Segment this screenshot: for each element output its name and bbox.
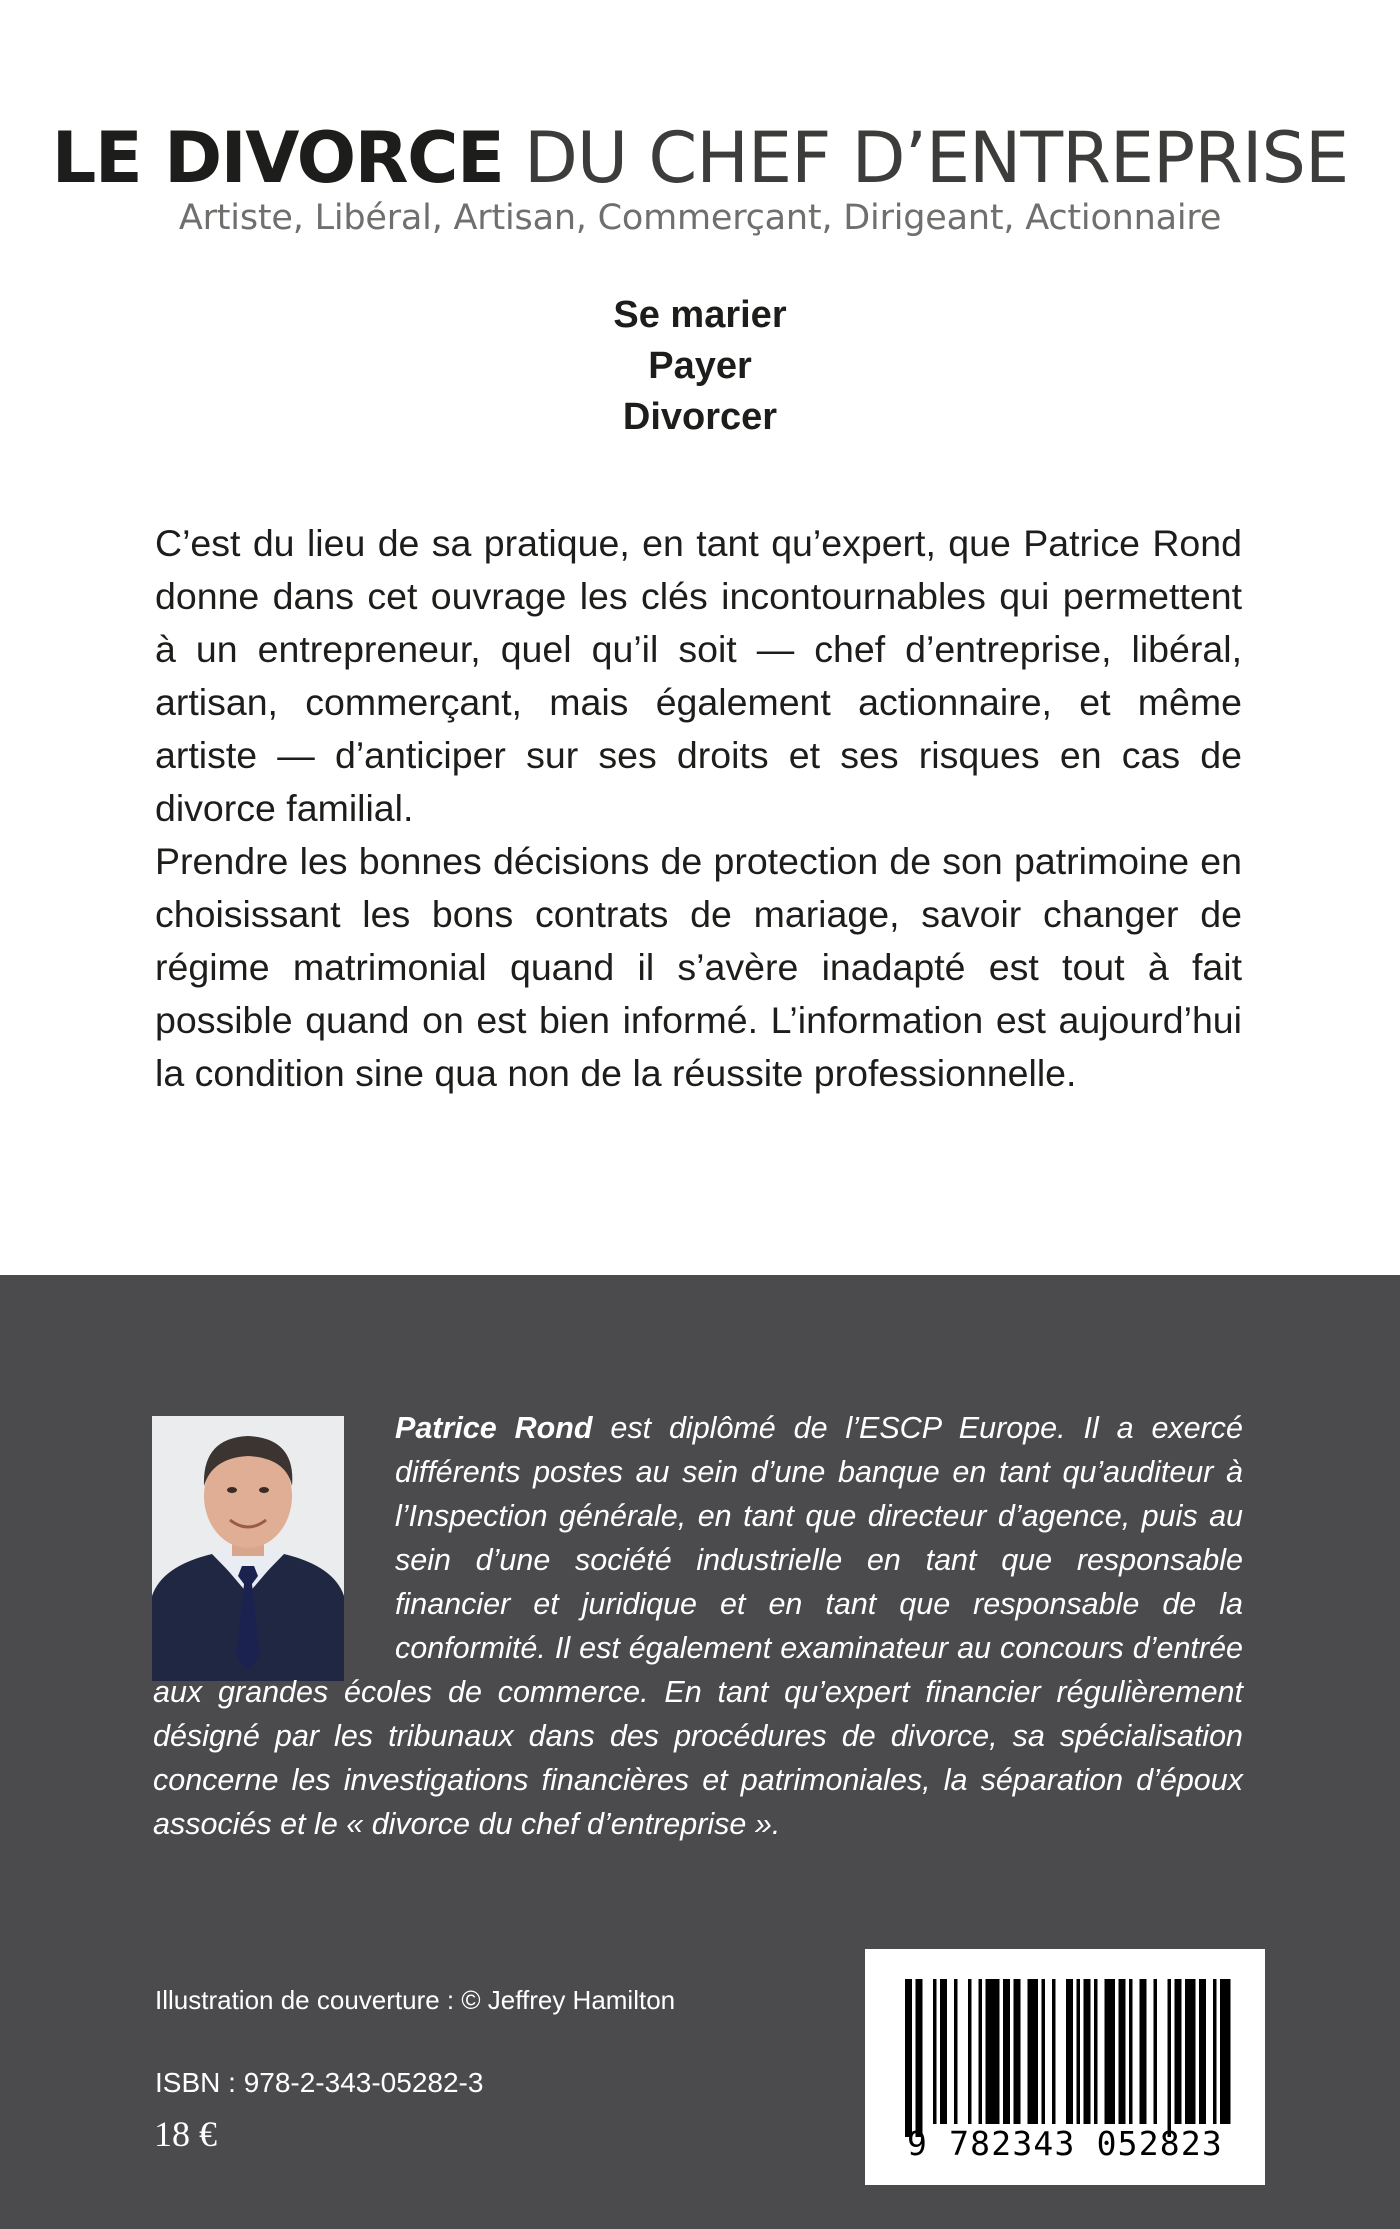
barcode-bar bbox=[979, 1979, 983, 2124]
book-title bbox=[0, 118, 1400, 198]
book-subtitle: Artiste, Libéral, Artisan, Commerçant, Dirigeant, Actionnaire bbox=[178, 198, 1222, 238]
title-bold-part: LE DIVORCE bbox=[51, 117, 504, 199]
barcode-bar bbox=[986, 1979, 1000, 2124]
barcode-bar bbox=[1105, 1979, 1116, 2124]
barcode-bar bbox=[916, 1979, 923, 2137]
barcode-bar bbox=[1199, 1979, 1206, 2124]
tagline bbox=[0, 290, 1400, 443]
barcode-digits: 9 782343 052823 bbox=[906, 2124, 1223, 2163]
barcode-bar bbox=[1129, 1979, 1133, 2124]
tagline-line: Payer bbox=[648, 345, 752, 387]
barcode-bar bbox=[1084, 1979, 1091, 2124]
barcode-bar bbox=[1014, 1979, 1021, 2124]
blurb-paragraph: Prendre les bonnes décisions de protection de son patrimoine en choisissant les bons contrats de mariage, savoir changer de régime matrimonial quand il s’avère inadapté est tout à fait possible quand on est bien informé. L’information est aujourd’hui la condition sine qua non de la réussite professionnelle. bbox=[155, 840, 1242, 1094]
author-bio-text: est diplômé de l’ESCP Europe. Il a exercé différents postes au sein d’une banque en tant qu’auditeur à l’Inspection générale, en tant que directeur d’agence, puis au sein d’une société industrielle en tant que responsable financier et juridique et en tant que responsable de la conformité. Il est également examinateur au concours d’entrée aux grandes écoles de commerce. En tant qu’expert financier régulièrement désigné par les tribunaux dans des procédures de divorce, sa spécialisation concerne les investigations financières et patrimoniales, la séparation d’époux associés et le « divorce du chef d’entreprise ». bbox=[153, 1411, 1243, 1841]
illustration-credit: Illustration de couverture : © Jeffrey Hamilton bbox=[155, 1985, 676, 2015]
barcode-bar bbox=[1003, 1979, 1010, 2124]
barcode bbox=[865, 1949, 1265, 2185]
barcode-bar bbox=[1042, 1979, 1046, 2124]
barcode-bar bbox=[1213, 1979, 1217, 2124]
title-light-part: DU CHEF D’ENTREPRISE bbox=[524, 117, 1349, 199]
author-name: Patrice Rond bbox=[395, 1411, 593, 1445]
blurb bbox=[155, 517, 1242, 1100]
barcode-bar bbox=[1119, 1979, 1126, 2124]
barcode-bar bbox=[1094, 1979, 1098, 2124]
barcode-bar bbox=[1052, 1979, 1056, 2124]
barcode-bar bbox=[1077, 1979, 1081, 2124]
barcode-bar bbox=[1220, 1979, 1231, 2124]
barcode-bar bbox=[1168, 1979, 1172, 2137]
price: 18 € bbox=[154, 2114, 217, 2154]
barcode-bar bbox=[968, 1979, 972, 2124]
tagline-line: Se marier bbox=[613, 294, 787, 336]
isbn: ISBN : 978-2-343-05282-3 bbox=[155, 2067, 484, 2098]
barcode-bar bbox=[1175, 1979, 1182, 2124]
barcode-bar bbox=[1154, 1979, 1158, 2124]
barcode-bar bbox=[1066, 1979, 1073, 2124]
photo-spacer bbox=[153, 1406, 395, 1666]
barcode-bar bbox=[940, 1979, 947, 2124]
barcode-bar bbox=[954, 1979, 958, 2124]
barcode-bar bbox=[1140, 1979, 1147, 2124]
author-bio bbox=[153, 1406, 1243, 1846]
barcode-bar bbox=[1185, 1979, 1196, 2124]
barcode-bar bbox=[933, 1979, 937, 2124]
barcode-bar bbox=[905, 1979, 912, 2137]
blurb-paragraph: C’est du lieu de sa pratique, en tant qu’expert, que Patrice Rond donne dans cet ouvrage les clés incontournables qui permettent à un entrepreneur, quel qu’il soit — chef d’entreprise, libéral, artisan, commerçant, mais également actionnaire, et même artiste — d’anticiper sur ses droits et ses risques en cas de divorce familial. bbox=[155, 522, 1242, 829]
tagline-line: Divorcer bbox=[622, 396, 778, 438]
author-panel bbox=[0, 1275, 1400, 2229]
barcode-bar bbox=[1028, 1979, 1039, 2124]
